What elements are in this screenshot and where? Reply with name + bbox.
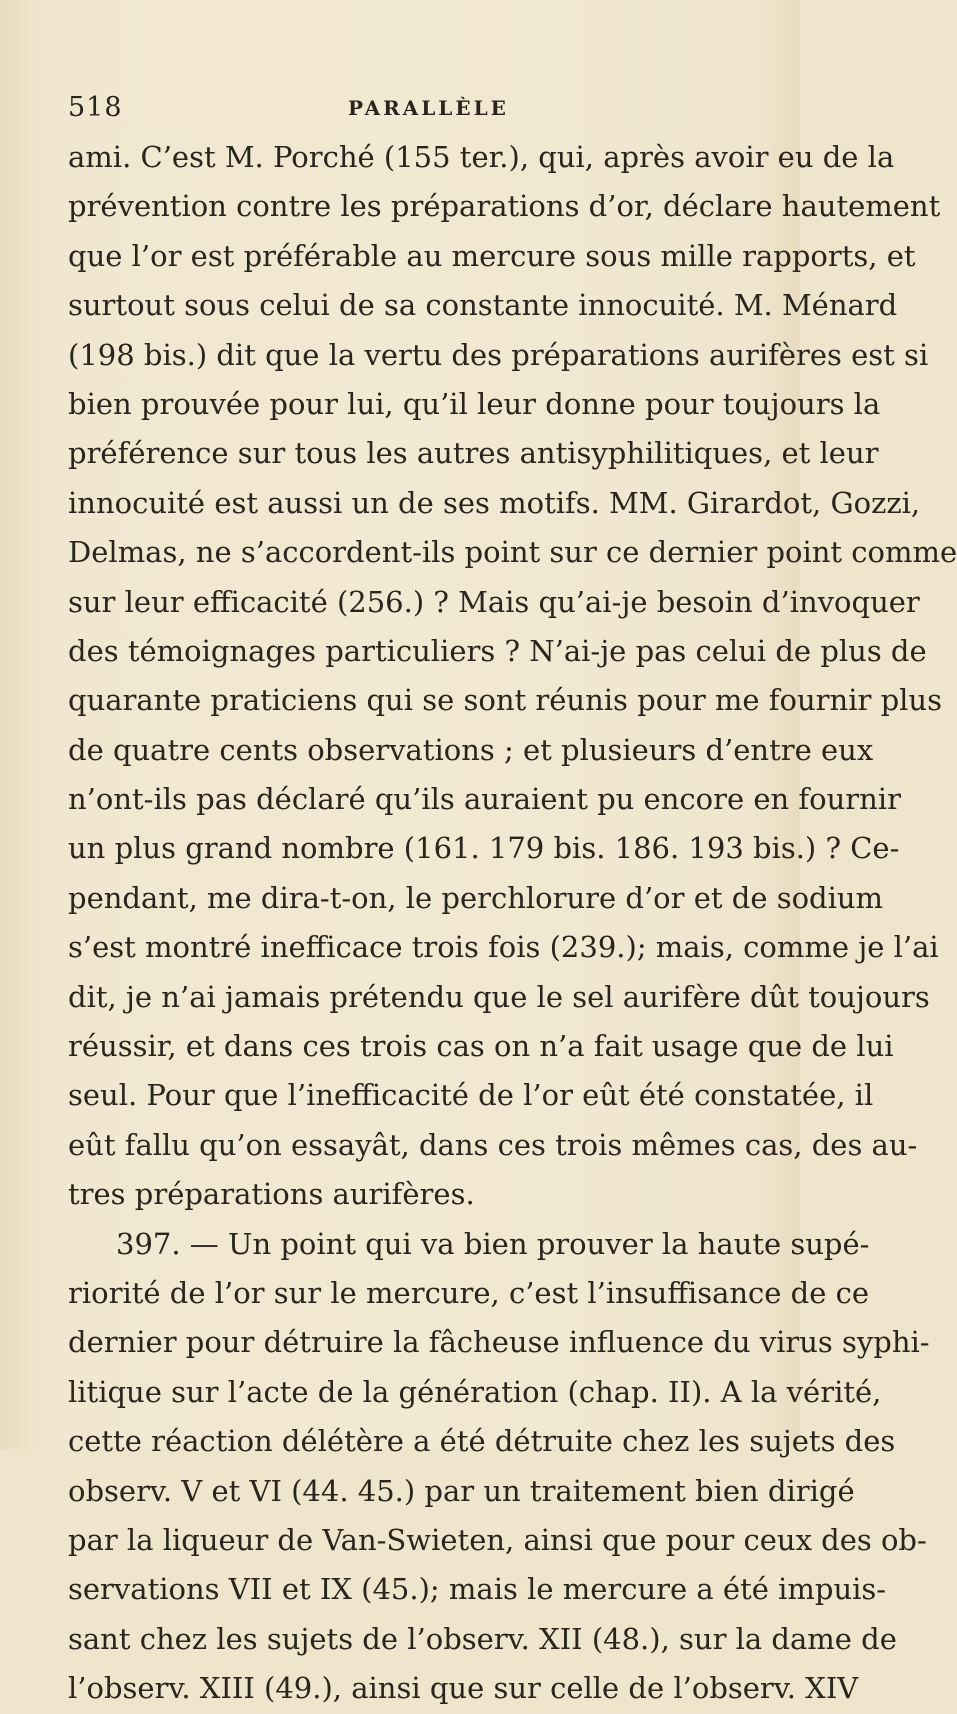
page-number: 518 bbox=[68, 92, 123, 123]
text-line: litique sur l’acte de la génération (chap. II). A la vérité, bbox=[68, 1374, 882, 1409]
text-line: ami. C’est M. Porché (155 ter.), qui, après avoir eu de la bbox=[68, 140, 895, 174]
text-line: réussir, et dans ces trois cas on n’a fait usage que de lui bbox=[68, 1029, 894, 1064]
text-line: des témoignages particuliers ? N’ai-je pas celui de plus de bbox=[68, 633, 927, 668]
text-line: (198 bis.) dit que la vertu des préparations aurifères est si bbox=[68, 337, 929, 372]
paragraph-end-line: tres préparations aurifères. bbox=[68, 1177, 475, 1212]
text-line: sant chez les sujets de l’observ. XII (48.), sur la dame de bbox=[68, 1621, 897, 1656]
text-line: seul. Pour que l’inefficacité de l’or eût été constatée, il bbox=[68, 1078, 874, 1113]
text-line: préférence sur tous les autres antisyphilitiques, et leur bbox=[68, 436, 879, 471]
text-line: l’observ. XIII (49.), ainsi que sur celle de l’observ. XIV bbox=[68, 1671, 859, 1706]
text-line: observ. V et VI (44. 45.) par un traitement bien dirigé bbox=[68, 1473, 855, 1508]
text-line: Delmas, ne s’accordent-ils point sur ce dernier point comme bbox=[68, 535, 957, 570]
running-title: PARALLÈLE bbox=[348, 96, 509, 120]
text-line: dit, je n’ai jamais prétendu que le sel aurifère dût toujours bbox=[68, 979, 930, 1014]
text-line: riorité de l’or sur le mercure, c’est l’insuffisance de ce bbox=[68, 1275, 870, 1310]
text-line: prévention contre les préparations d’or, déclare hautement bbox=[68, 189, 941, 224]
text-line: de quatre cents observations ; et plusieurs d’entre eux bbox=[68, 732, 874, 767]
text-line: dernier pour détruire la fâcheuse influence du virus syphi- bbox=[68, 1325, 930, 1360]
running-head bbox=[68, 92, 768, 122]
section-start-line: 397. — Un point qui va bien prouver la haute supé- bbox=[116, 1226, 870, 1261]
text-line: par la liqueur de Van-Swieten, ainsi que pour ceux des ob- bbox=[68, 1522, 927, 1557]
text-line: sur leur efficacité (256.) ? Mais qu’ai-je besoin d’invoquer bbox=[68, 584, 920, 619]
text-line: s’est montré inefficace trois fois (239.); mais, comme je l’ai bbox=[68, 930, 939, 965]
text-line: n’ont-ils pas déclaré qu’ils auraient pu encore en fournir bbox=[68, 782, 901, 817]
body-text bbox=[68, 133, 957, 1714]
text-line: servations VII et IX (45.); mais le mercure a été impuis- bbox=[68, 1572, 887, 1607]
text-line: innocuité est aussi un de ses motifs. MM. Girardot, Gozzi, bbox=[68, 485, 921, 520]
text-line: cette réaction délétère a été détruite chez les sujets des bbox=[68, 1424, 896, 1459]
text-line: eût fallu qu’on essayât, dans ces trois mêmes cas, des au- bbox=[68, 1127, 918, 1162]
text-line: quarante praticiens qui se sont réunis pour me fournir plus bbox=[68, 683, 942, 718]
text-line: que l’or est préférable au mercure sous mille rapports, et bbox=[68, 238, 916, 273]
text-line: un plus grand nombre (161. 179 bis. 186. 193 bis.) ? Ce- bbox=[68, 831, 900, 866]
text-line: pendant, me dira-t-on, le perchlorure d’or et de sodium bbox=[68, 880, 884, 915]
text-line: surtout sous celui de sa constante innocuité. M. Ménard bbox=[68, 288, 898, 323]
text-line: bien prouvée pour lui, qu’il leur donne pour toujours la bbox=[68, 386, 881, 421]
